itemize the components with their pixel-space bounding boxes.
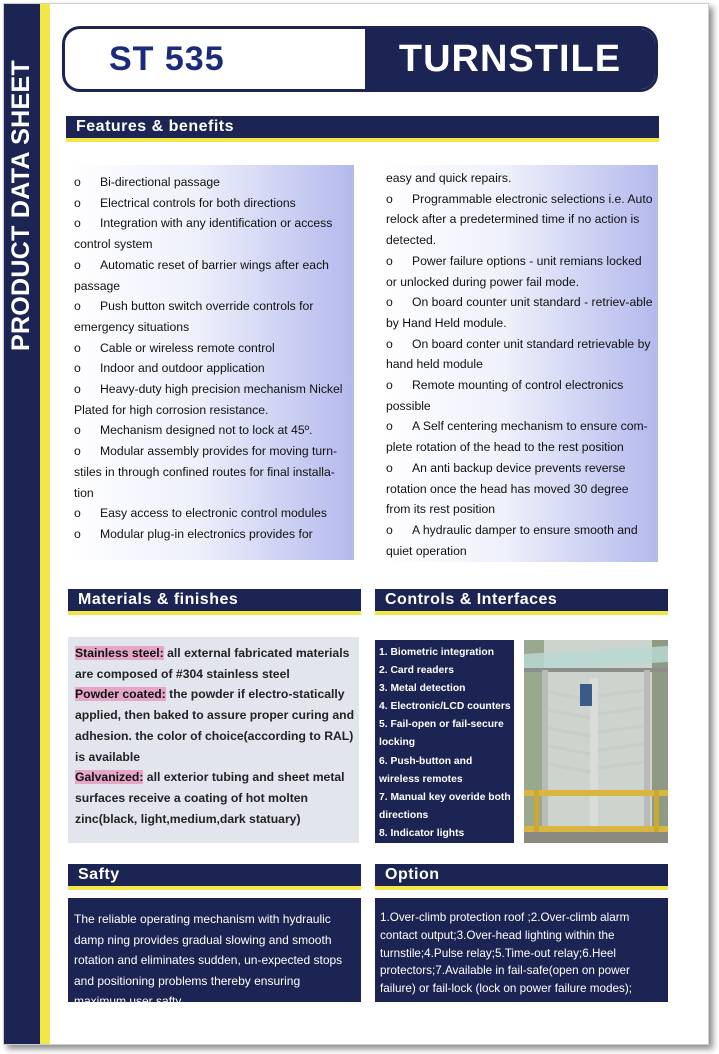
list-item: 3. Metal detection bbox=[379, 683, 466, 695]
bullet-icon: o bbox=[74, 216, 81, 231]
bullet-icon: o bbox=[74, 444, 81, 459]
list-item-text: Automatic reset of barrier wings after each passage bbox=[74, 257, 329, 293]
list-item bbox=[74, 379, 350, 420]
list-item bbox=[386, 189, 654, 251]
bullet-icon: o bbox=[386, 295, 393, 310]
list-item-text: Bi-directional passage bbox=[100, 175, 220, 189]
controls-list bbox=[375, 640, 514, 843]
list-item bbox=[386, 520, 654, 561]
bullet-icon: o bbox=[74, 361, 81, 376]
list-item-text: Electrical controls for both directions bbox=[100, 195, 296, 210]
list-item-text: Mechanism designed not to lock at 45º. bbox=[100, 423, 313, 438]
bullet-icon: o bbox=[74, 423, 81, 438]
list-item: 1. Biometric integration bbox=[379, 647, 495, 658]
list-item: 2. Card readers bbox=[379, 665, 454, 677]
bullet-icon: o bbox=[74, 340, 81, 355]
bullet-icon: o bbox=[74, 299, 81, 314]
features-left-list bbox=[74, 172, 350, 545]
list-item bbox=[74, 338, 350, 359]
list-item-text: Push button switch override controls for emergency situations bbox=[74, 299, 314, 334]
list-item bbox=[74, 503, 350, 524]
list-item-text: Indoor and outdoor application bbox=[100, 361, 265, 376]
bullet-icon: o bbox=[386, 460, 393, 475]
list-item bbox=[74, 296, 350, 337]
material-text: all external fabricated materials are composed of #304 stainless steel bbox=[75, 646, 350, 681]
features-heading: Features & benefits bbox=[66, 116, 659, 142]
bullet-icon: o bbox=[74, 506, 81, 521]
bullet-icon: o bbox=[386, 191, 393, 206]
list-item-text: An anti backup device prevents reverse rotation once the head has moved 30 degree from its rest position bbox=[386, 460, 629, 517]
bullet-icon: o bbox=[74, 195, 81, 210]
option-text: 1.Over-climb protection roof ;2.Over-climb alarm contact output;3.Over-head lighting within the turnstile;4.Pulse relay;5.Time-out relay;6.Heel protectors;7.Available in fail-safe(open on power failure) or fail-lock (lock on power failure modes); bbox=[375, 898, 668, 1002]
option-heading: Option bbox=[375, 864, 668, 890]
list-item-text: Modular plug-in electronics provides for bbox=[100, 526, 313, 541]
list-item bbox=[386, 375, 654, 416]
list-item-text: A hydraulic damper to ensure smooth and quiet operation bbox=[386, 522, 638, 558]
product-name: TURNSTILE bbox=[365, 29, 655, 89]
safty-text: The reliable operating mechanism with hydraulic damp ning provides gradual slowing and smooth rotation and eliminates sudden, un-expected stops and positioning problems thereby ensuring maximum user safty bbox=[68, 898, 361, 1002]
list-item: easy and quick repairs. bbox=[386, 171, 512, 185]
turnstile-photo bbox=[524, 640, 668, 843]
material-label: Powder coated: bbox=[75, 687, 166, 702]
list-item-text: Cable or wireless remote control bbox=[100, 340, 275, 355]
list-item-text: Power failure options - unit remians locked or unlocked during power fail mode. bbox=[386, 253, 642, 289]
bullet-icon: o bbox=[74, 382, 81, 397]
list-item-text: Modular assembly provides for moving turn-stiles in through confined routes for final installa-tion bbox=[74, 444, 338, 500]
features-right-list bbox=[386, 168, 654, 561]
bullet-icon: o bbox=[386, 419, 393, 434]
bullet-icon: o bbox=[386, 522, 393, 537]
bullet-icon: o bbox=[386, 378, 393, 393]
controls-heading: Controls & Interfaces bbox=[375, 589, 668, 615]
list-item: 6. Push-button and wireless remotes bbox=[379, 755, 473, 785]
list-item bbox=[74, 420, 350, 441]
bullet-icon: o bbox=[386, 336, 393, 351]
side-banner bbox=[4, 4, 50, 1044]
list-item-text: Heavy-duty high precision mechanism Nickel Plated for high corrosion resistance. bbox=[74, 382, 343, 417]
list-item-text: On board conter unit standard retrievable by hand held module bbox=[386, 336, 651, 372]
materials-text bbox=[75, 643, 357, 829]
list-item bbox=[386, 334, 654, 375]
material-label: Galvanized: bbox=[75, 770, 144, 785]
list-item bbox=[74, 193, 350, 214]
bullet-icon: o bbox=[386, 253, 393, 268]
bullet-icon: o bbox=[74, 526, 81, 541]
list-item-text: Integration with any identification or access control system bbox=[74, 216, 333, 252]
list-item-text: A Self centering mechanism to ensure com-plete rotation of the head to the rest position bbox=[386, 419, 648, 455]
list-item: 8. Indicator lights bbox=[379, 827, 465, 839]
list-item-text: Programmable electronic selections i.e. Auto relock after a predetermined time if no action is detected. bbox=[386, 191, 653, 248]
list-item bbox=[74, 255, 350, 296]
list-item-text: Remote mounting of control electronics possible bbox=[386, 378, 624, 413]
list-item: 7. Manual key overide both directions bbox=[379, 791, 511, 821]
list-item bbox=[74, 524, 350, 545]
list-item: 5. Fail-open or fail-secure locking bbox=[379, 719, 504, 749]
list-item-text: On board counter unit standard - retriev-able by Hand Held module. bbox=[386, 295, 653, 330]
list-item bbox=[74, 213, 350, 254]
list-item bbox=[386, 251, 654, 292]
material-label: Stainless steel: bbox=[75, 646, 164, 660]
safty-heading: Safty bbox=[68, 864, 361, 890]
list-item bbox=[386, 458, 654, 520]
bullet-icon: o bbox=[74, 257, 81, 272]
materials-heading: Materials & finishes bbox=[68, 589, 361, 615]
list-item bbox=[74, 358, 350, 379]
material-text: all exterior tubing and sheet metal surfaces receive a coating of hot molten zinc(black, light,medium,dark statuary) bbox=[75, 770, 345, 826]
list-item bbox=[386, 416, 654, 457]
material-text: the powder if electro-statically applied, then baked to assure proper curing and adhesion. the color of choice(according to RAL) is available bbox=[75, 687, 355, 764]
list-item-text: Easy access to electronic control modules bbox=[100, 506, 327, 521]
side-title: PRODUCT DATA SHEET bbox=[7, 59, 36, 351]
model-number: ST 535 bbox=[109, 39, 225, 78]
list-item bbox=[386, 292, 654, 333]
title-box bbox=[62, 26, 658, 92]
list-item bbox=[74, 172, 350, 193]
list-item: 4. Electronic/LCD counters bbox=[379, 701, 511, 713]
bullet-icon: o bbox=[74, 175, 81, 189]
list-item bbox=[74, 441, 350, 503]
